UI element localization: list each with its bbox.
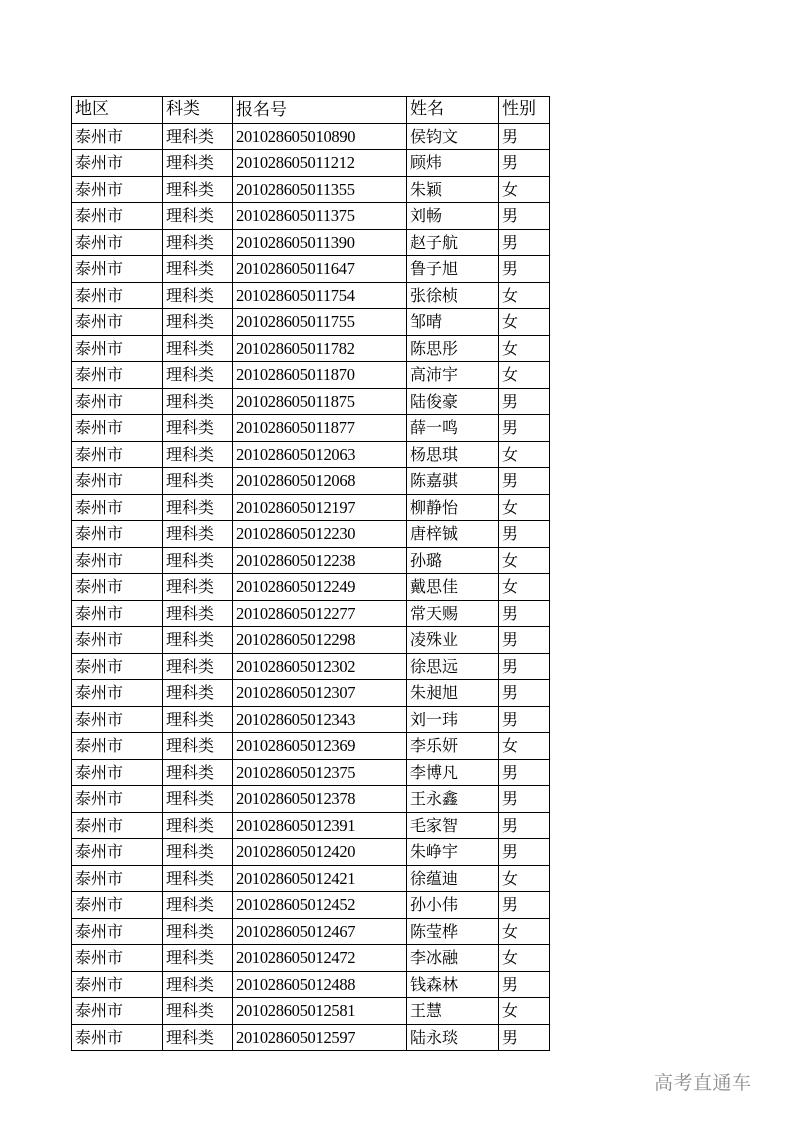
table-row <box>72 600 550 627</box>
cell-region: 泰州市 <box>72 468 163 495</box>
cell-name: 徐思远 <box>407 653 499 680</box>
cell-category: 理科类 <box>163 865 233 892</box>
cell-region: 泰州市 <box>72 282 163 309</box>
cell-registration-number: 201028605011647 <box>233 256 407 283</box>
cell-category: 理科类 <box>163 468 233 495</box>
cell-region: 泰州市 <box>72 892 163 919</box>
cell-name: 陈莹桦 <box>407 918 499 945</box>
cell-registration-number: 201028605011390 <box>233 229 407 256</box>
cell-region: 泰州市 <box>72 229 163 256</box>
cell-category: 理科类 <box>163 786 233 813</box>
table-row <box>72 256 550 283</box>
cell-category: 理科类 <box>163 335 233 362</box>
cell-category: 理科类 <box>163 706 233 733</box>
cell-name: 陈嘉骐 <box>407 468 499 495</box>
table-row <box>72 892 550 919</box>
table-row <box>72 441 550 468</box>
cell-region: 泰州市 <box>72 362 163 389</box>
cell-registration-number: 201028605012467 <box>233 918 407 945</box>
cell-region: 泰州市 <box>72 1024 163 1051</box>
cell-category: 理科类 <box>163 256 233 283</box>
table-row <box>72 865 550 892</box>
cell-registration-number: 201028605011754 <box>233 282 407 309</box>
cell-registration-number: 201028605011375 <box>233 203 407 230</box>
cell-registration-number: 201028605012421 <box>233 865 407 892</box>
admission-list-table <box>71 96 550 1051</box>
cell-name: 杨思琪 <box>407 441 499 468</box>
cell-region: 泰州市 <box>72 706 163 733</box>
cell-category: 理科类 <box>163 494 233 521</box>
cell-name: 朱颖 <box>407 176 499 203</box>
cell-registration-number: 201028605011782 <box>233 335 407 362</box>
cell-registration-number: 201028605012452 <box>233 892 407 919</box>
cell-registration-number: 201028605011355 <box>233 176 407 203</box>
cell-category: 理科类 <box>163 203 233 230</box>
cell-name: 邹晴 <box>407 309 499 336</box>
cell-gender: 男 <box>499 971 550 998</box>
cell-registration-number: 201028605012378 <box>233 786 407 813</box>
cell-gender: 女 <box>499 574 550 601</box>
cell-category: 理科类 <box>163 653 233 680</box>
cell-region: 泰州市 <box>72 388 163 415</box>
cell-registration-number: 201028605012420 <box>233 839 407 866</box>
cell-region: 泰州市 <box>72 123 163 150</box>
cell-name: 徐蕴迪 <box>407 865 499 892</box>
cell-region: 泰州市 <box>72 653 163 680</box>
cell-name: 常天赐 <box>407 600 499 627</box>
table-row <box>72 229 550 256</box>
table-row <box>72 998 550 1025</box>
cell-name: 柳静怡 <box>407 494 499 521</box>
table-row <box>72 388 550 415</box>
cell-category: 理科类 <box>163 362 233 389</box>
cell-category: 理科类 <box>163 839 233 866</box>
cell-category: 理科类 <box>163 733 233 760</box>
cell-region: 泰州市 <box>72 176 163 203</box>
cell-gender: 女 <box>499 282 550 309</box>
cell-gender: 男 <box>499 415 550 442</box>
table-row <box>72 309 550 336</box>
cell-gender: 男 <box>499 839 550 866</box>
cell-gender: 女 <box>499 865 550 892</box>
cell-gender: 男 <box>499 203 550 230</box>
cell-name: 凌殊业 <box>407 627 499 654</box>
cell-category: 理科类 <box>163 627 233 654</box>
cell-region: 泰州市 <box>72 600 163 627</box>
cell-region: 泰州市 <box>72 256 163 283</box>
table-row <box>72 971 550 998</box>
cell-region: 泰州市 <box>72 547 163 574</box>
cell-region: 泰州市 <box>72 945 163 972</box>
table-row <box>72 362 550 389</box>
cell-registration-number: 201028605012307 <box>233 680 407 707</box>
cell-registration-number: 201028605012488 <box>233 971 407 998</box>
cell-gender: 男 <box>499 150 550 177</box>
cell-category: 理科类 <box>163 600 233 627</box>
cell-gender: 女 <box>499 176 550 203</box>
cell-region: 泰州市 <box>72 971 163 998</box>
table-body <box>72 123 550 1051</box>
table-row <box>72 812 550 839</box>
cell-registration-number: 201028605011875 <box>233 388 407 415</box>
cell-registration-number: 201028605012369 <box>233 733 407 760</box>
table-row <box>72 547 550 574</box>
cell-name: 薛一鸣 <box>407 415 499 442</box>
cell-region: 泰州市 <box>72 998 163 1025</box>
cell-category: 理科类 <box>163 388 233 415</box>
cell-name: 李冰融 <box>407 945 499 972</box>
cell-gender: 男 <box>499 627 550 654</box>
table-row <box>72 203 550 230</box>
cell-gender: 男 <box>499 680 550 707</box>
cell-region: 泰州市 <box>72 865 163 892</box>
cell-region: 泰州市 <box>72 786 163 813</box>
table-row <box>72 123 550 150</box>
cell-gender: 男 <box>499 1024 550 1051</box>
table-row <box>72 1024 550 1051</box>
cell-registration-number: 201028605011212 <box>233 150 407 177</box>
cell-gender: 男 <box>499 653 550 680</box>
table-row <box>72 786 550 813</box>
cell-name: 侯钧文 <box>407 123 499 150</box>
cell-region: 泰州市 <box>72 203 163 230</box>
cell-name: 王永鑫 <box>407 786 499 813</box>
cell-name: 刘一玮 <box>407 706 499 733</box>
cell-gender: 女 <box>499 362 550 389</box>
cell-category: 理科类 <box>163 1024 233 1051</box>
watermark-text: 高考直通车 <box>654 1072 752 1094</box>
cell-gender: 女 <box>499 945 550 972</box>
table-row <box>72 494 550 521</box>
cell-category: 理科类 <box>163 282 233 309</box>
cell-registration-number: 201028605012230 <box>233 521 407 548</box>
cell-category: 理科类 <box>163 441 233 468</box>
cell-gender: 男 <box>499 892 550 919</box>
cell-gender: 男 <box>499 256 550 283</box>
cell-registration-number: 201028605012238 <box>233 547 407 574</box>
cell-registration-number: 201028605012277 <box>233 600 407 627</box>
cell-gender: 女 <box>499 309 550 336</box>
table-row <box>72 839 550 866</box>
cell-registration-number: 201028605012298 <box>233 627 407 654</box>
table-row <box>72 759 550 786</box>
cell-region: 泰州市 <box>72 733 163 760</box>
cell-registration-number: 201028605012375 <box>233 759 407 786</box>
cell-registration-number: 201028605012063 <box>233 441 407 468</box>
cell-region: 泰州市 <box>72 521 163 548</box>
table-row <box>72 918 550 945</box>
header-category: 科类 <box>163 97 233 124</box>
cell-name: 李乐妍 <box>407 733 499 760</box>
table-row <box>72 176 550 203</box>
cell-category: 理科类 <box>163 150 233 177</box>
cell-region: 泰州市 <box>72 627 163 654</box>
cell-gender: 女 <box>499 441 550 468</box>
table-row <box>72 521 550 548</box>
cell-registration-number: 201028605012197 <box>233 494 407 521</box>
header-name: 姓名 <box>407 97 499 124</box>
cell-gender: 男 <box>499 759 550 786</box>
cell-gender: 男 <box>499 123 550 150</box>
table-row <box>72 468 550 495</box>
cell-registration-number: 201028605010890 <box>233 123 407 150</box>
table-row <box>72 335 550 362</box>
cell-gender: 男 <box>499 786 550 813</box>
cell-name: 唐梓铖 <box>407 521 499 548</box>
cell-name: 朱昶旭 <box>407 680 499 707</box>
cell-region: 泰州市 <box>72 839 163 866</box>
cell-registration-number: 201028605012391 <box>233 812 407 839</box>
cell-name: 高沛宇 <box>407 362 499 389</box>
cell-gender: 男 <box>499 521 550 548</box>
cell-category: 理科类 <box>163 521 233 548</box>
cell-category: 理科类 <box>163 229 233 256</box>
cell-registration-number: 201028605012302 <box>233 653 407 680</box>
cell-gender: 女 <box>499 547 550 574</box>
cell-registration-number: 201028605012068 <box>233 468 407 495</box>
cell-gender: 女 <box>499 335 550 362</box>
table-row <box>72 574 550 601</box>
cell-registration-number: 201028605011870 <box>233 362 407 389</box>
cell-region: 泰州市 <box>72 415 163 442</box>
cell-gender: 女 <box>499 918 550 945</box>
cell-category: 理科类 <box>163 123 233 150</box>
cell-gender: 女 <box>499 733 550 760</box>
cell-registration-number: 201028605012597 <box>233 1024 407 1051</box>
cell-registration-number: 201028605011755 <box>233 309 407 336</box>
cell-gender: 女 <box>499 998 550 1025</box>
cell-gender: 男 <box>499 600 550 627</box>
cell-category: 理科类 <box>163 309 233 336</box>
cell-region: 泰州市 <box>72 494 163 521</box>
cell-category: 理科类 <box>163 759 233 786</box>
table-row <box>72 706 550 733</box>
table-row <box>72 150 550 177</box>
cell-gender: 男 <box>499 388 550 415</box>
cell-name: 赵子航 <box>407 229 499 256</box>
cell-region: 泰州市 <box>72 335 163 362</box>
table-row <box>72 282 550 309</box>
cell-category: 理科类 <box>163 892 233 919</box>
cell-category: 理科类 <box>163 918 233 945</box>
cell-gender: 男 <box>499 468 550 495</box>
cell-gender: 男 <box>499 812 550 839</box>
cell-name: 鲁子旭 <box>407 256 499 283</box>
cell-registration-number: 201028605012581 <box>233 998 407 1025</box>
table-row <box>72 627 550 654</box>
cell-name: 孙小伟 <box>407 892 499 919</box>
cell-registration-number: 201028605012249 <box>233 574 407 601</box>
table-row <box>72 415 550 442</box>
cell-category: 理科类 <box>163 415 233 442</box>
cell-name: 钱森林 <box>407 971 499 998</box>
cell-category: 理科类 <box>163 176 233 203</box>
table-row <box>72 945 550 972</box>
cell-name: 张徐桢 <box>407 282 499 309</box>
cell-name: 陆永琰 <box>407 1024 499 1051</box>
table-row <box>72 653 550 680</box>
cell-region: 泰州市 <box>72 759 163 786</box>
cell-region: 泰州市 <box>72 309 163 336</box>
cell-registration-number: 201028605012472 <box>233 945 407 972</box>
table-header-row <box>72 97 550 124</box>
header-region: 地区 <box>72 97 163 124</box>
cell-name: 陆俊豪 <box>407 388 499 415</box>
cell-category: 理科类 <box>163 971 233 998</box>
cell-region: 泰州市 <box>72 918 163 945</box>
cell-registration-number: 201028605011877 <box>233 415 407 442</box>
cell-region: 泰州市 <box>72 574 163 601</box>
table-row <box>72 680 550 707</box>
cell-category: 理科类 <box>163 574 233 601</box>
cell-gender: 男 <box>499 229 550 256</box>
cell-category: 理科类 <box>163 945 233 972</box>
cell-name: 戴思佳 <box>407 574 499 601</box>
cell-region: 泰州市 <box>72 150 163 177</box>
cell-name: 孙璐 <box>407 547 499 574</box>
cell-category: 理科类 <box>163 547 233 574</box>
cell-name: 顾炜 <box>407 150 499 177</box>
cell-region: 泰州市 <box>72 680 163 707</box>
cell-region: 泰州市 <box>72 441 163 468</box>
cell-name: 陈思彤 <box>407 335 499 362</box>
cell-name: 刘畅 <box>407 203 499 230</box>
cell-category: 理科类 <box>163 812 233 839</box>
cell-region: 泰州市 <box>72 812 163 839</box>
cell-category: 理科类 <box>163 680 233 707</box>
cell-name: 王慧 <box>407 998 499 1025</box>
cell-name: 毛家智 <box>407 812 499 839</box>
cell-name: 李博凡 <box>407 759 499 786</box>
cell-gender: 男 <box>499 706 550 733</box>
cell-registration-number: 201028605012343 <box>233 706 407 733</box>
cell-category: 理科类 <box>163 998 233 1025</box>
cell-name: 朱峥宇 <box>407 839 499 866</box>
table-row <box>72 733 550 760</box>
header-gender: 性别 <box>499 97 550 124</box>
header-registration-number: 报名号 <box>233 97 407 124</box>
cell-gender: 女 <box>499 494 550 521</box>
